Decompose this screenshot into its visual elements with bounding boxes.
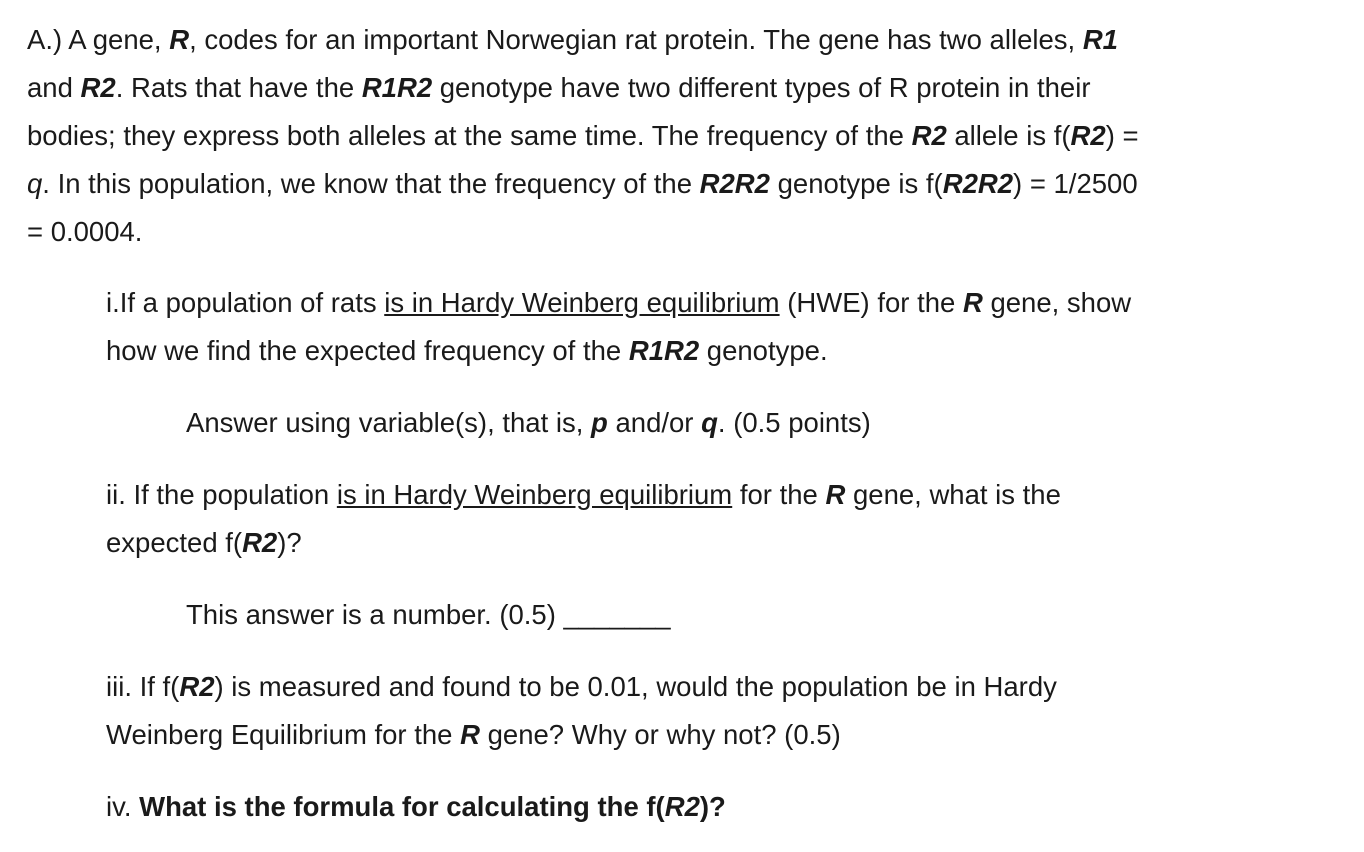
text: A.) A gene,: [27, 24, 170, 55]
question-ii: [106, 471, 1061, 567]
text: and: [27, 72, 81, 103]
intro-line-5: [27, 208, 1139, 256]
gene-symbol: R: [460, 719, 480, 750]
text: . Rats that have the: [115, 72, 362, 103]
question-iv: [106, 783, 726, 831]
text: (HWE) for the: [779, 287, 963, 318]
question-ii-line-1: [106, 471, 1061, 519]
question-i: [106, 279, 1131, 375]
text: iv.: [106, 791, 140, 822]
allele-symbol: R2: [179, 671, 215, 702]
text: and/or: [607, 407, 702, 438]
text: genotype is f(: [769, 168, 943, 199]
question-ii-instruction: [186, 591, 671, 639]
bold-text: )?: [699, 791, 726, 822]
allele-symbol: R2: [664, 791, 700, 822]
gene-symbol: R: [825, 479, 846, 510]
underlined-text: is in Hardy Weinberg equilibrium: [336, 479, 733, 510]
variable-q: q: [27, 168, 43, 199]
allele-symbol: R2: [242, 527, 278, 558]
underlined-text: is in Hardy Weinberg equilibrium: [384, 287, 780, 318]
text: ) =: [1105, 120, 1139, 151]
question-iii: [106, 663, 1057, 759]
text: Weinberg Equilibrium for the: [106, 719, 461, 750]
text: for the: [732, 479, 826, 510]
text: ii. If the population: [106, 479, 337, 510]
answer-blank-text: This answer is a number. (0.5) _______: [186, 599, 671, 630]
question-iv-line-1: [106, 783, 726, 831]
intro-line-3: [27, 112, 1139, 160]
question-i-line-1: [106, 279, 1131, 327]
allele-symbol: R2: [1070, 120, 1106, 151]
allele-symbol: R2: [80, 72, 116, 103]
genotype-symbol: R1R2: [361, 72, 433, 103]
question-ii-line-2: [106, 519, 1061, 567]
text: = 0.0004.: [27, 216, 143, 247]
text: . In this population, we know that the frequency of the: [42, 168, 700, 199]
genotype-symbol: R2R2: [699, 168, 770, 199]
intro-line-1: [27, 16, 1139, 64]
variable-p: p: [591, 407, 608, 438]
variable-q: q: [701, 407, 718, 438]
allele-symbol: R1: [1082, 24, 1118, 55]
question-i-line-2: [106, 327, 1131, 375]
text: allele is f(: [946, 120, 1071, 151]
text: expected f(: [106, 527, 243, 558]
intro-line-2: [27, 64, 1139, 112]
text: genotype have two different types of R protein in their: [432, 72, 1091, 103]
intro-paragraph: [27, 16, 1139, 256]
text: gene, what is the: [845, 479, 1061, 510]
question-ii-instruction-line: [186, 591, 671, 639]
intro-line-4: [27, 160, 1139, 208]
text: bodies; they express both alleles at the same time. The frequency of the: [27, 120, 912, 151]
gene-symbol: R: [962, 287, 983, 318]
text: Answer using variable(s), that is,: [186, 407, 592, 438]
question-i-instruction: [186, 399, 871, 447]
text: iii. If f(: [106, 671, 180, 702]
text: gene? Why or why not? (0.5): [479, 719, 841, 750]
text: ) is measured and found to be 0.01, would the population be in Hardy: [214, 671, 1057, 702]
genotype-symbol: R1R2: [628, 335, 700, 366]
question-iii-line-1: [106, 663, 1057, 711]
question-i-instruction-line: [186, 399, 871, 447]
question-iii-line-2: [106, 711, 1057, 759]
genotype-symbol: R2R2: [942, 168, 1014, 199]
text: . (0.5 points): [717, 407, 871, 438]
text: how we find the expected frequency of the: [106, 335, 629, 366]
bold-text: What is the formula for calculating the f(: [139, 791, 665, 822]
text: , codes for an important Norwegian rat protein. The gene has two alleles,: [189, 24, 1083, 55]
text: i.If a population of rats: [106, 287, 385, 318]
gene-symbol: R: [169, 24, 190, 55]
text: genotype.: [699, 335, 828, 366]
text: ) = 1/2500: [1013, 168, 1138, 199]
text: )?: [277, 527, 302, 558]
text: gene, show: [982, 287, 1132, 318]
allele-symbol: R2: [911, 120, 947, 151]
